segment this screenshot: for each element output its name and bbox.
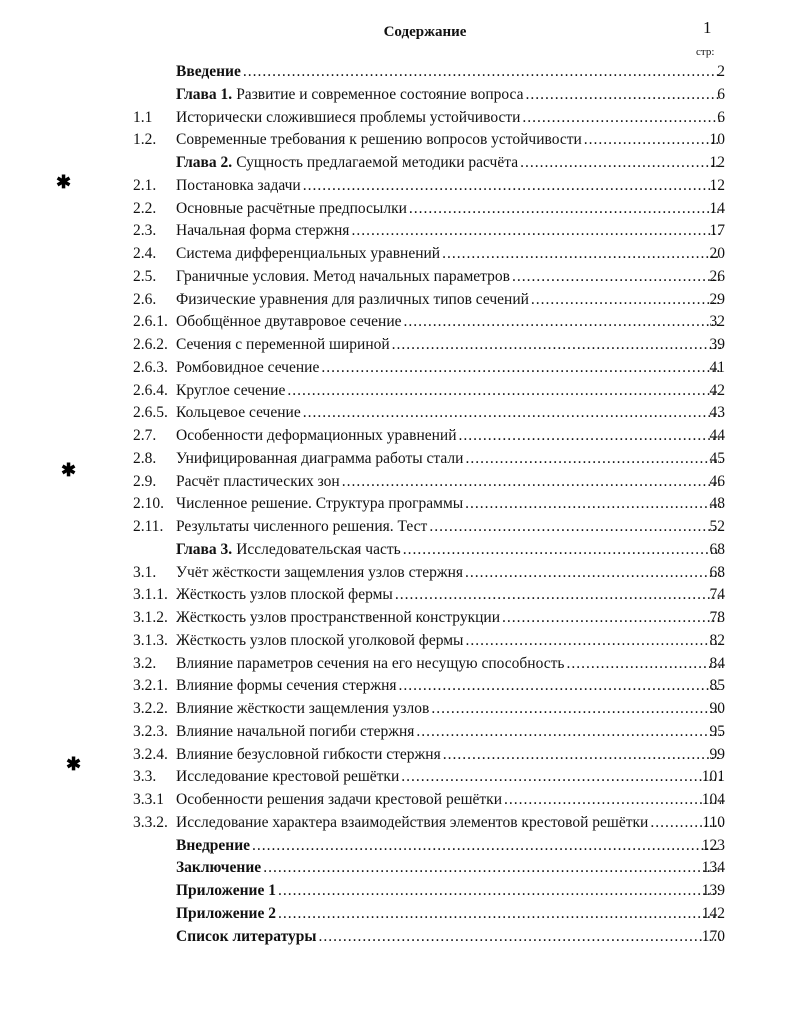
toc-page-number: 101 [701, 768, 725, 786]
toc-row [0, 538, 793, 561]
toc-page-number: 74 [709, 586, 725, 604]
toc-row [0, 788, 793, 811]
toc-entry-title: Система дифференциальных уравнений [176, 245, 441, 262]
toc-row [0, 106, 793, 129]
toc-page-number: 29 [709, 290, 725, 308]
toc-section-number: 2.5. [133, 267, 157, 285]
toc-page-number: 142 [701, 904, 725, 922]
toc-entry [176, 492, 723, 515]
toc-row [0, 379, 793, 402]
toc-entry-title: Особенности решения задачи крестовой решётки [176, 791, 503, 808]
toc-entry [176, 379, 723, 402]
margin-mark: ✱ [66, 754, 82, 774]
toc-entry [176, 856, 723, 879]
toc-row [0, 492, 793, 515]
toc-entry-title: Жёсткость узлов плоской уголковой фермы [176, 631, 464, 649]
toc-dot-leader [404, 310, 721, 333]
toc-dot-leader [399, 674, 722, 697]
toc-entry-title: Численное решение. Структура программы [176, 495, 464, 513]
toc-section-number: 3.3. [133, 768, 157, 786]
toc-entry [176, 743, 723, 766]
toc-dot-leader [303, 401, 721, 424]
toc-row [0, 811, 793, 834]
toc-entry [176, 219, 723, 242]
toc-dot-leader [459, 424, 721, 447]
toc-section-number: 2.4. [133, 245, 157, 262]
toc-page-number: 85 [709, 677, 725, 695]
toc-page-number: 82 [709, 631, 725, 649]
margin-mark: ✱ [61, 460, 77, 480]
toc-page-number: 104 [701, 791, 725, 808]
toc-row [0, 629, 793, 652]
toc-section-number: 2.6.4. [133, 381, 168, 399]
toc-section-number: 3.1.3. [133, 631, 168, 649]
toc-entry-title: Исследовательская часть [236, 540, 401, 558]
toc-section-number: 2.10. [133, 495, 164, 513]
toc-entry [176, 310, 723, 333]
toc-section-number: 2.2. [133, 199, 157, 217]
toc-row [0, 515, 793, 538]
toc-entry [176, 288, 723, 311]
toc-dot-leader [392, 333, 721, 356]
toc-entry-title: Учёт жёсткости защемления узлов стержня [176, 563, 464, 581]
toc-page-number: 90 [709, 700, 725, 717]
toc-section-number: 2.3. [133, 222, 157, 240]
toc-entry-title: Граничные условия. Метод начальных параметров [176, 267, 510, 285]
toc-section-number: 3.2. [133, 654, 157, 672]
toc-entry-title: Кольцевое сечение [176, 404, 301, 422]
toc-section-number: 2.8. [133, 449, 157, 467]
toc-section-number: 2.11. [133, 518, 164, 535]
toc-entry [176, 83, 723, 106]
toc-dot-leader [318, 925, 721, 948]
toc-row [0, 834, 793, 857]
toc-entry-title: Влияние формы сечения стержня [176, 677, 397, 695]
toc-row [0, 242, 793, 265]
toc-entry-title: Постановка задачи [176, 176, 301, 194]
toc-page-number: 68 [709, 540, 725, 558]
toc-dot-leader [287, 379, 721, 402]
toc-dot-leader [243, 60, 721, 83]
toc-entry [176, 447, 723, 470]
toc-title: Содержание [383, 24, 467, 40]
toc-entry-title: Расчёт пластических зон [176, 472, 340, 490]
toc-row [0, 561, 793, 584]
toc-row [0, 902, 793, 925]
toc-page-number: 78 [709, 609, 725, 626]
toc-page-number: 41 [709, 358, 725, 376]
toc-dot-leader [465, 447, 721, 470]
toc-row [0, 879, 793, 902]
toc-row [0, 720, 793, 743]
toc-row [0, 219, 793, 242]
toc-row [0, 765, 793, 788]
toc-page-number: 52 [709, 518, 725, 535]
toc-entry-lead: Глава 3. [176, 540, 233, 558]
toc-page-number: 32 [709, 313, 725, 331]
toc-page-number: 46 [709, 472, 725, 490]
toc-row [0, 60, 793, 83]
toc-page-number: 123 [701, 836, 725, 854]
toc-entry-lead: Приложение 1 [176, 882, 276, 899]
toc-dot-leader [401, 765, 721, 788]
toc-page-number: 10 [709, 131, 725, 149]
toc-entry-title: Исследование характера взаимодействия элементов крестовой решётки [176, 813, 649, 831]
toc-entry [176, 242, 723, 265]
toc-section-number: 2.6.5. [133, 404, 168, 422]
toc-row [0, 856, 793, 879]
toc-entry-title: Физические уравнения для различных типов сечений [176, 290, 529, 308]
toc-page-number: 26 [709, 267, 725, 285]
toc-entry [176, 811, 723, 834]
toc-entry-title: Круглое сечение [176, 381, 286, 399]
toc-section-number: 2.7. [133, 427, 157, 444]
toc-row [0, 606, 793, 629]
toc-entry [176, 356, 723, 379]
toc-section-number: 2.6.3. [133, 358, 168, 376]
toc-entry [176, 401, 723, 424]
toc-row [0, 333, 793, 356]
toc-section-number: 3.2.1. [133, 677, 168, 695]
toc-section-number: 3.2.3. [133, 722, 168, 740]
toc-dot-leader [252, 834, 721, 857]
toc-dot-leader [303, 174, 721, 197]
toc-page-number: 20 [709, 245, 725, 262]
toc-section-number: 3.1.2. [133, 609, 168, 626]
toc-entry-title: Жёсткость узлов пространственной конструкции [176, 609, 501, 626]
toc-dot-leader [321, 356, 721, 379]
toc-entry [176, 333, 723, 356]
toc-entry-title: Развитие и современное состояние вопроса [236, 85, 524, 103]
toc-row [0, 83, 793, 106]
toc-entry-lead: Заключение [176, 859, 262, 877]
toc-entry-title: Влияние параметров сечения на его несущую способность [176, 654, 565, 672]
toc-page-number: 12 [709, 154, 725, 171]
toc-page-number: 48 [709, 495, 725, 513]
toc-dot-leader [465, 629, 721, 652]
toc-entry [176, 765, 723, 788]
toc-row [0, 265, 793, 288]
toc-entry-title: Современные требования к решению вопросов устойчивости [176, 131, 582, 149]
toc-entry-title: Влияние начальной погиби стержня [176, 722, 415, 740]
toc-entry-title: Исторически сложившиеся проблемы устойчивости [176, 108, 521, 126]
toc-row [0, 310, 793, 333]
toc-row [0, 424, 793, 447]
toc-page-number: 134 [701, 859, 725, 877]
toc-entry-lead: Список литературы [176, 927, 317, 945]
toc-page-number: 44 [709, 427, 725, 444]
toc-dot-leader [442, 242, 721, 265]
toc-entry-title: Унифицированная диаграмма работы стали [176, 449, 464, 467]
toc-entry [176, 674, 723, 697]
toc-section-number: 3.3.2. [133, 813, 168, 831]
toc-row [0, 356, 793, 379]
toc-entry-title: Жёсткость узлов плоской фермы [176, 586, 393, 604]
toc-dot-leader [342, 470, 721, 493]
toc-page-number: 6 [717, 85, 725, 103]
page-column-label: стр: [696, 46, 715, 58]
toc-entry [176, 606, 723, 629]
toc-row [0, 128, 793, 151]
toc-entry [176, 60, 723, 83]
toc-row [0, 151, 793, 174]
toc-row [0, 401, 793, 424]
toc-entry-lead: Внедрение [176, 836, 251, 854]
toc-entry-title: Влияние жёсткости защемления узлов [176, 700, 430, 717]
toc-row [0, 925, 793, 948]
toc-entry-title: Сечения с переменной шириной [176, 336, 390, 353]
toc-dot-leader [416, 720, 721, 743]
toc-entry-title: Исследование крестовой решётки [176, 768, 400, 786]
toc-page-number: 2 [717, 63, 725, 80]
toc-page-number: 84 [709, 654, 725, 672]
toc-entry-title: Обобщённое двутавровое сечение [176, 313, 402, 331]
toc-entry-lead: Глава 2. [176, 154, 233, 171]
toc-entry [176, 174, 723, 197]
toc-section-number: 2.1. [133, 176, 157, 194]
toc-entry [176, 470, 723, 493]
toc-entry [176, 561, 723, 584]
toc-dot-leader [431, 697, 721, 720]
toc-page-number: 39 [709, 336, 725, 353]
toc-page-number: 95 [709, 722, 725, 740]
toc-row [0, 697, 793, 720]
toc-row [0, 470, 793, 493]
toc-entry [176, 424, 723, 447]
toc-entry-title: Основные расчётные предпосылки [176, 199, 407, 217]
toc-entry [176, 515, 723, 538]
toc-page-number: 42 [709, 381, 725, 399]
toc-entry-title: Влияние безусловной гибкости стержня [176, 745, 441, 763]
toc-entry-lead: Введение [176, 63, 241, 80]
toc-entry [176, 128, 723, 151]
toc-section-number: 1.2. [133, 131, 157, 149]
toc-entry [176, 538, 723, 561]
toc-entry [176, 697, 723, 720]
toc-entry [176, 106, 723, 129]
toc-entry [176, 265, 723, 288]
toc-entry-title: Особенности деформационных уравнений [176, 427, 457, 444]
toc-row [0, 447, 793, 470]
toc-page-number: 99 [709, 745, 725, 763]
toc-page-number: 45 [709, 449, 725, 467]
toc-entry [176, 197, 723, 220]
toc-page-number: 43 [709, 404, 725, 422]
toc-page-number: 17 [709, 222, 725, 240]
toc-dot-leader [395, 583, 721, 606]
toc-page-number: 110 [702, 813, 725, 831]
toc-entry-title: Сущность предлагаемой методики расчёта [236, 154, 519, 171]
toc-entry [176, 925, 723, 948]
toc-entry [176, 902, 723, 925]
toc-dot-leader [351, 219, 721, 242]
toc-row [0, 197, 793, 220]
toc-dot-leader [443, 743, 721, 766]
toc-entry [176, 629, 723, 652]
toc-dot-leader [403, 538, 721, 561]
toc-page-number: 6 [717, 108, 725, 126]
toc-section-number: 2.6. [133, 290, 157, 308]
toc-entry [176, 788, 723, 811]
toc-section-number: 3.1.1. [133, 586, 168, 604]
toc-entry-title: Начальная форма стержня [176, 222, 350, 240]
toc-entry [176, 834, 723, 857]
toc-section-number: 3.2.4. [133, 745, 168, 763]
toc-row [0, 674, 793, 697]
toc-entry-title: Ромбовидное сечение [176, 358, 320, 376]
toc-dot-leader [465, 492, 721, 515]
toc-section-number: 1.1 [133, 108, 153, 126]
toc-row [0, 743, 793, 766]
toc-row [0, 583, 793, 606]
toc-dot-leader [278, 902, 721, 925]
toc-section-number: 2.9. [133, 472, 157, 490]
toc-entry-title: Результаты численного решения. Тест [176, 518, 428, 535]
toc-entry [176, 652, 723, 675]
toc-dot-leader [409, 197, 721, 220]
toc-row [0, 288, 793, 311]
toc-section-number: 3.3.1 [133, 791, 164, 808]
toc-entry [176, 879, 723, 902]
toc-row [0, 652, 793, 675]
margin-mark: ✱ [56, 172, 72, 192]
toc-entry [176, 583, 723, 606]
toc-section-number: 2.6.1. [133, 313, 168, 331]
toc-entry [176, 151, 723, 174]
toc-dot-leader [429, 515, 721, 538]
toc-page-number: 139 [701, 882, 725, 899]
toc-page-number: 170 [701, 927, 725, 945]
toc-section-number: 3.2.2. [133, 700, 168, 717]
toc-dot-leader [263, 856, 721, 879]
toc-entry-lead: Приложение 2 [176, 904, 276, 922]
toc-entry [176, 720, 723, 743]
toc-page-number: 68 [709, 563, 725, 581]
page-number: 1 [703, 18, 712, 37]
toc-section-number: 2.6.2. [133, 336, 168, 353]
toc-row [0, 174, 793, 197]
toc-section-number: 3.1. [133, 563, 157, 581]
toc-dot-leader [465, 561, 721, 584]
toc-dot-leader [278, 879, 721, 902]
toc-entry-lead: Глава 1. [176, 85, 233, 103]
toc-page-number: 12 [709, 176, 725, 194]
toc-page-number: 14 [709, 199, 725, 217]
